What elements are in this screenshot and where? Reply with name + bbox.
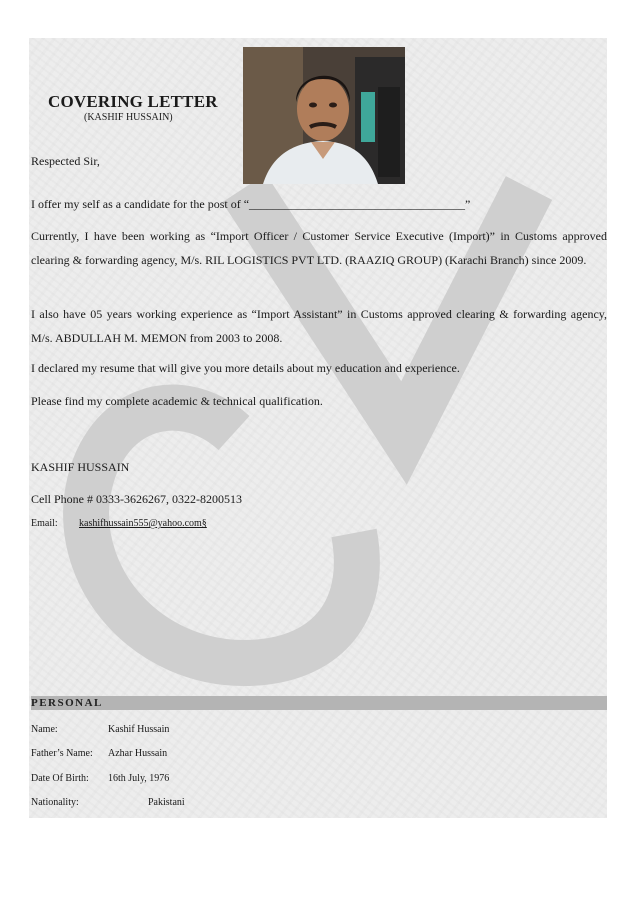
personal-section-bar bbox=[31, 696, 607, 710]
field-value-nationality: Pakistani bbox=[148, 797, 185, 808]
offer-line: I offer my self as a candidate for the post of “____________________________________” bbox=[31, 197, 471, 211]
phone-line: Cell Phone # 0333-3626267, 0322-8200513 bbox=[31, 492, 242, 506]
letter-title: COVERING LETTER bbox=[48, 92, 218, 111]
paragraph-experience: I also have 05 years working experience as “Import Assistant” in Customs approved clearing & forwarding agency, M/s. ABDULLAH M. MEMON from 2003 to 2008. bbox=[31, 307, 607, 345]
letter-subtitle: (KASHIF HUSSAIN) bbox=[84, 112, 173, 123]
signature-name: KASHIF HUSSAIN bbox=[31, 460, 130, 474]
field-label-nationality: Nationality: bbox=[31, 797, 79, 808]
paragraph-qualification: Please find my complete academic & technical qualification. bbox=[31, 394, 323, 408]
field-value-name: Kashif Hussain bbox=[108, 724, 170, 735]
email-link[interactable]: kashifhussain555@yahoo.com§ bbox=[79, 518, 207, 529]
field-value-father-name: Azhar Hussain bbox=[108, 748, 168, 759]
salutation: Respected Sir, bbox=[31, 154, 100, 168]
paragraph-resume: I declared my resume that will give you more details about my education and experience. bbox=[31, 361, 460, 375]
personal-section-title: PERSONAL bbox=[31, 697, 103, 709]
field-label-father-name: Father’s Name: bbox=[31, 748, 93, 759]
field-label-name: Name: bbox=[31, 724, 58, 735]
paragraph-current-job: Currently, I have been working as “Import Officer / Customer Service Executive (Import)” in Customs approved clearing & forwarding agency, M/s. RIL LOGISTICS PVT LTD. (RAAZIQ GROUP) (Karachi Branch) since 2009. bbox=[31, 229, 607, 267]
field-value-date-of-birth: 16th July, 1976 bbox=[108, 773, 170, 784]
field-label-date-of-birth: Date Of Birth: bbox=[31, 773, 89, 784]
email-label: Email: bbox=[31, 518, 58, 529]
